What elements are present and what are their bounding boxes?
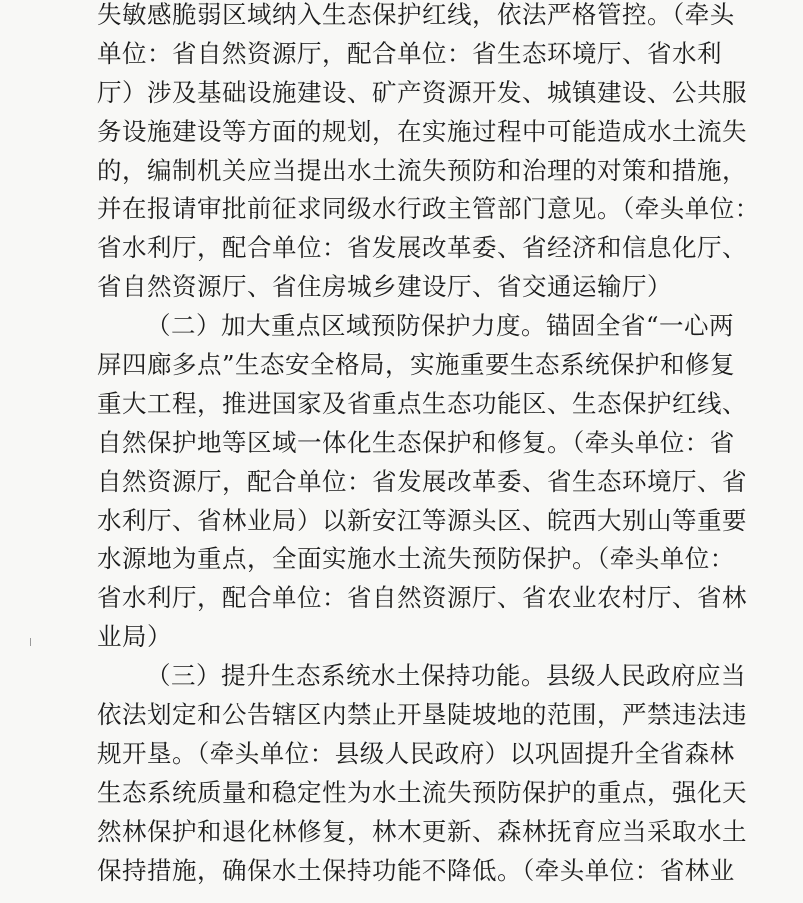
- text-line: 务设施建设等方面的规划，在实施过程中可能造成水土流失: [97, 116, 747, 146]
- text-line: 的，编制机关应当提出水土流失预防和治理的对策和措施，: [97, 155, 747, 185]
- text-line: 保持措施，确保水土保持功能不降低。（牵头单位：省林业: [97, 855, 735, 885]
- text-line: 水利厅、省林业局）以新安江等源头区、皖西大别山等重要: [97, 505, 747, 535]
- document-body: [97, 0, 760, 890]
- text-line: 失敏感脆弱区域纳入生态保护红线，依法严格管控。（牵头: [97, 0, 735, 29]
- text-line: 依法划定和公告辖区内禁止开垦陡坡地的范围，严禁违法违: [97, 700, 747, 730]
- text-line: 规开垦。（牵头单位：县级人民政府）以巩固提升全省森林: [97, 738, 735, 768]
- text-line: 并在报请审批前征求同级水行政主管部门意见。（牵头单位：: [97, 194, 760, 224]
- text-line: 省自然资源厅、省住房城乡建设厅、省交通运输厅）: [97, 272, 672, 302]
- text-line: 屏四廊多点”生态安全格局，实施重要生态系统保护和修复: [97, 350, 736, 380]
- section-heading-line: （三）提升生态系统水土保持功能。县级人民政府应当: [146, 661, 746, 691]
- text-line: 重大工程，推进国家及省重点生态功能区、生态保护红线、: [97, 388, 747, 418]
- text-line: 生态系统质量和稳定性为水土流失预防保护的重点，强化天: [97, 777, 747, 807]
- text-line: 单位：省自然资源厅，配合单位：省生态环境厅、省水利: [97, 38, 722, 68]
- text-line: 自然资源厅，配合单位：省发展改革委、省生态环境厅、省: [97, 466, 747, 496]
- text-line: 省水利厅，配合单位：省自然资源厅、省农业农村厅、省林: [97, 583, 747, 613]
- text-line: 业局）: [97, 622, 172, 652]
- text-line: 自然保护地等区域一体化生态保护和修复。（牵头单位：省: [97, 427, 735, 457]
- text-line: 厅）涉及基础设施建设、矿产资源开发、城镇建设、公共服: [97, 77, 747, 107]
- text-line: 水源地为重点，全面实施水土流失预防保护。（牵头单位：: [97, 544, 735, 574]
- text-line: 省水利厅，配合单位：省发展改革委、省经济和信息化厅、: [97, 233, 747, 263]
- section-heading-line: （二）加大重点区域预防保护力度。锚固全省“一心两: [146, 311, 735, 341]
- margin-mark: [30, 638, 31, 646]
- text-line: 然林保护和退化林修复，林木更新、森林抚育应当采取水土: [97, 816, 747, 846]
